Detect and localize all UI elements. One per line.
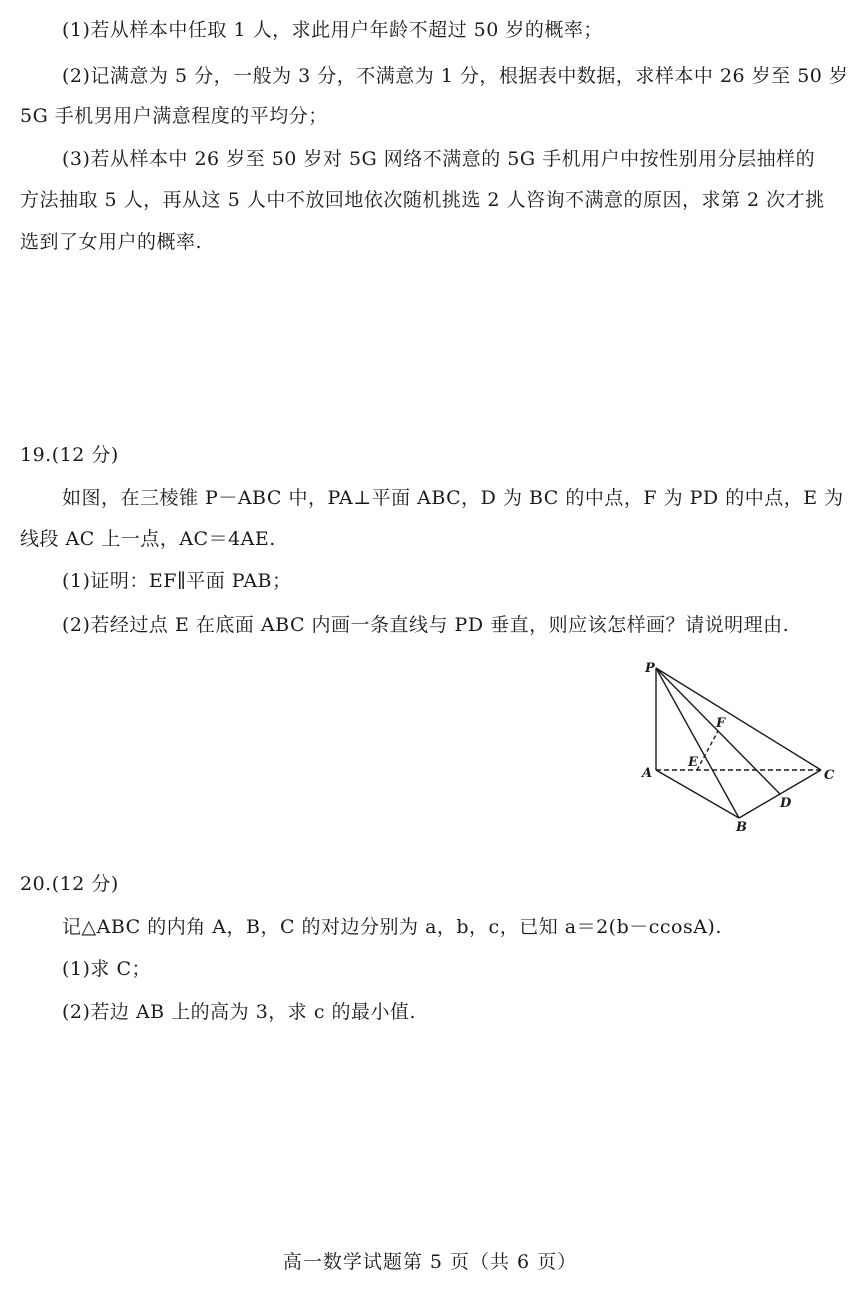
segment-EF [697,731,718,770]
q19-part2: (2)若经过点 E 在底面 ABC 内画一条直线与 PD 垂直，则应该怎样画？请说明理由. [62,614,790,636]
page-footer: 高一数学试题第 5 页（共 6 页） [282,1251,578,1273]
q18-part3-line2: 方法抽取 5 人，再从这 5 人中不放回地依次随机挑选 2 人咨询不满意的原因，求第 2 次才挑 [20,189,825,211]
pyramid-figure [636,655,846,840]
q19-part1: (1)证明：EF∥平面 PAB； [62,570,292,592]
edge-PC [656,668,821,770]
label-D: D [780,796,792,811]
q19-stem-line2: 线段 AC 上一点，AC＝4AE. [20,528,276,550]
q19-header: 19.(12 分) [20,444,119,466]
q20-part1: (1)求 C； [62,958,151,980]
q18-part3-line1: (3)若从样本中 26 岁至 50 岁对 5G 网络不满意的 5G 手机用户中按性别用分层抽样的 [62,148,816,170]
q20-stem: 记△ABC 的内角 A，B，C 的对边分别为 a，b，c，已知 a＝2(b－ccosA). [62,916,722,938]
q18-part2-line2: 5G 手机男用户满意程度的平均分； [20,105,328,127]
q20-part2: (2)若边 AB 上的高为 3，求 c 的最小值. [62,1001,417,1023]
edge-PB [656,668,739,818]
label-A: A [642,766,653,781]
label-C: C [824,768,835,783]
q18-part2-line1: (2)记满意为 5 分，一般为 3 分，不满意为 1 分，根据表中数据，求样本中 26 岁至 50 岁 [62,65,849,87]
label-E: E [688,755,698,770]
q19-stem-line1: 如图，在三棱锥 P－ABC 中，PA⊥平面 ABC，D 为 BC 的中点，F 为 PD 的中点，E 为 [62,487,844,509]
q18-part3-line3: 选到了女用户的概率. [20,231,203,253]
label-B: B [736,820,747,835]
edge-AB [656,770,739,818]
q18-part1: (1)若从样本中任取 1 人，求此用户年龄不超过 50 岁的概率； [62,19,603,41]
label-P: P [645,661,655,676]
label-F: F [716,716,726,731]
q20-header: 20.(12 分) [20,873,119,895]
